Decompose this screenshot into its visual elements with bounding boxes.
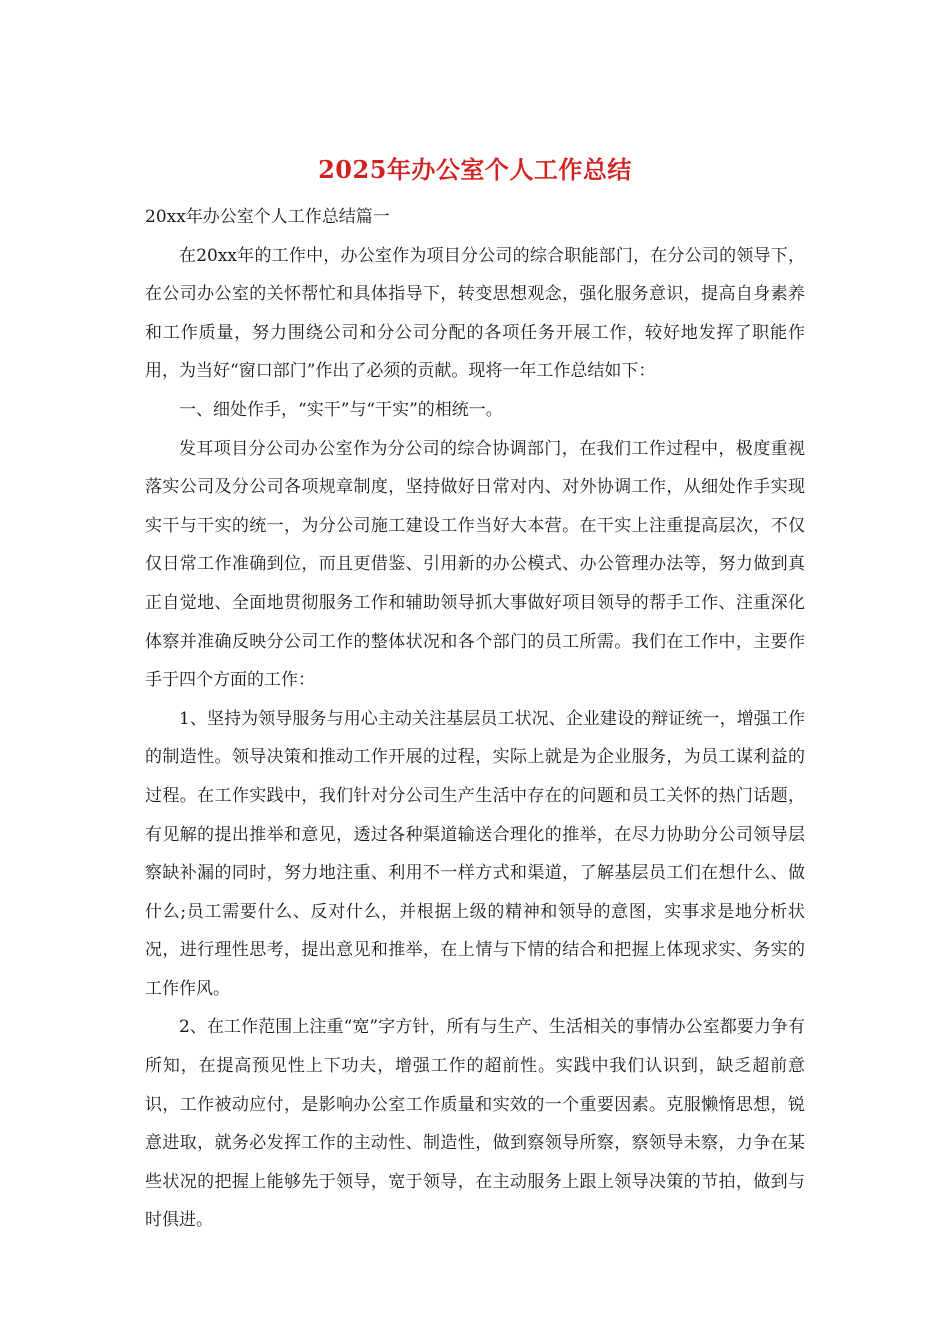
paragraph-point-one: 1、坚持为领导服务与用心主动关注基层员工状况、企业建设的辩证统一，增强工作的制造性。领导决策和推动工作开展的过程，实际上就是为企业服务，为员工谋利益的过程。在工作实践中，我们针对分公司生产生活中存在的问题和员工关怀的热门话题，有见解的提出推举和意见，透过各种渠道输送合理化的推举，在尽力协助分公司领导层察缺补漏的同时，努力地注重、利用不一样方式和渠道，了解基层员工们在想什么、做什么;员工需要什么、反对什么，并根据上级的精神和领导的意图，实事求是地分析状况，进行理性思考，提出意见和推举，在上情与下情的结合和把握上体现求实、务实的工作作风。 xyxy=(145,708,805,999)
paragraph-section-one-heading: 一、细处作手，“实干”与“干实”的相统一。 xyxy=(179,399,503,420)
paragraph-point-two: 2、在工作范围上注重“宽”字方针，所有与生产、生活相关的事情办公室都要力争有所知，在提高预见性上下功夫，增强工作的超前性。实践中我们认识到，缺乏超前意识，工作被动应付，是影响办公室工作质量和实效的一个重要因素。克服懒惰思想，锐意进取，就务必发挥工作的主动性、制造性，做到察领导所察，察领导未察，力争在某些状况的把握上能够先于领导，宽于领导，在主动服务上跟上领导决策的节拍，做到与时俱进。 xyxy=(145,1017,805,1231)
document-body xyxy=(145,198,805,1240)
paragraph-intro: 在20xx年的工作中，办公室作为项目分公司的综合职能部门，在分公司的领导下，在公司办公室的关怀帮忙和具体指导下，转变思想观念，强化服务意识，提高自身素养和工作质量，努力围绕公司和分公司分配的各项任务开展工作，较好地发挥了职能作用，为当好“窗口部门”作出了必须的贡献。现将一年工作总结如下： xyxy=(145,245,805,382)
section-heading: 20xx年办公室个人工作总结篇一 xyxy=(145,207,390,227)
paragraph-section-one-body: 发耳项目分公司办公室作为分公司的综合协调部门，在我们工作过程中，极度重视落实公司及分公司各项规章制度，坚持做好日常对内、对外协调工作，从细处作手实现实干与干实的统一，为分公司施工建设工作当好大本营。在干实上注重提高层次，不仅仅日常工作准确到位，而且更借鉴、引用新的办公模式、办公管理办法等，努力做到真正自觉地、全面地贯彻服务工作和辅助领导抓大事做好项目领导的帮手工作、注重深化体察并准确反映分公司工作的整体状况和各个部门的员工所需。我们在工作中，主要作手于四个方面的工作： xyxy=(145,438,805,691)
document-title: 2025年办公室个人工作总结 xyxy=(318,155,632,184)
